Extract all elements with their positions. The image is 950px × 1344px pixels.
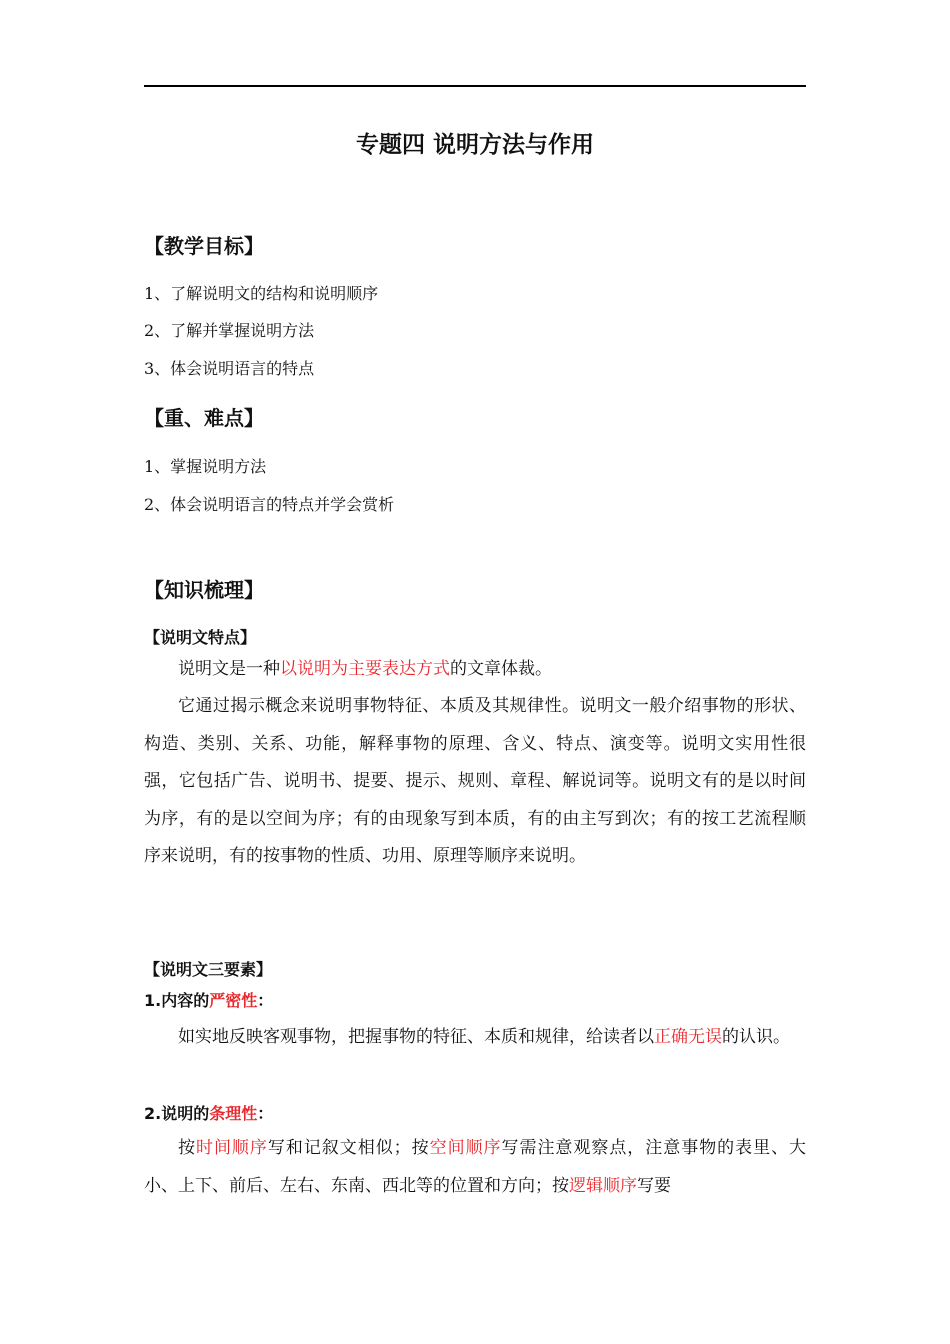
goal-item-3: 3、体会说明语言的特点 bbox=[144, 359, 315, 378]
highlight-logic-order: 逻辑顺序 bbox=[569, 1175, 637, 1196]
keypoint-item-1: 1、掌握说明方法 bbox=[144, 457, 267, 476]
element-1-label: 1.内容的严密性： bbox=[144, 991, 274, 1010]
section-heading-knowledge: 【知识梳理】 bbox=[144, 578, 264, 602]
keypoint-item-2: 2、体会说明语言的特点并学会赏析 bbox=[144, 495, 395, 514]
element-1-paragraph: 如实地反映客观事物，把握事物的特征、本质和规律，给读者以正确无误的认识。 bbox=[178, 1027, 790, 1047]
page-title: 专题四 说明方法与作用 bbox=[355, 132, 594, 158]
goal-item-1: 1、了解说明文的结构和说明顺序 bbox=[144, 284, 379, 303]
features-paragraph-1: 说明文是一种以说明为主要表达方式的文章体裁。 bbox=[178, 659, 552, 679]
header-rule bbox=[144, 85, 806, 87]
element-2-label: 2.说明的条理性： bbox=[144, 1104, 274, 1123]
subheading-features: 【说明文特点】 bbox=[144, 628, 257, 647]
section-heading-keypoints: 【重、难点】 bbox=[144, 406, 264, 430]
goal-item-2: 2、了解并掌握说明方法 bbox=[144, 321, 315, 340]
highlight-space-order: 空间顺序 bbox=[429, 1138, 502, 1158]
section-heading-goals: 【教学目标】 bbox=[144, 234, 264, 258]
highlight-time-order: 时间顺序 bbox=[195, 1138, 268, 1158]
highlight-rigor: 严密性 bbox=[209, 991, 258, 1010]
element-2-paragraph: 按时间顺序写和记叙文相似；按空间顺序写需注意观察点，注意事物的表里、大小、上下、前后、左右、东南、西北等的位置和方向；按逻辑顺序写要 bbox=[144, 1138, 807, 1196]
highlight-order: 条理性 bbox=[209, 1104, 258, 1123]
subheading-elements: 【说明文三要素】 bbox=[144, 960, 273, 979]
highlight-main-expression: 以说明为主要表达方式 bbox=[280, 659, 450, 679]
highlight-correct: 正确无误 bbox=[654, 1027, 722, 1047]
features-paragraph-2: 它通过揭示概念来说明事物特征、本质及其规律性。说明文一般介绍事物的形状、构造、类别、关系、功能，解释事物的原理、含义、特点、演变等。说明文实用性很强，它包括广告、说明书、提要、提示、规则、章程、解说词等。说明文有的是以时间为序，有的是以空间为序；有的由现象写到本质，有的由主写到次；有的按工艺流程顺序来说明，有的按事物的性质、功用、原理等顺序来说明。 bbox=[144, 696, 806, 866]
